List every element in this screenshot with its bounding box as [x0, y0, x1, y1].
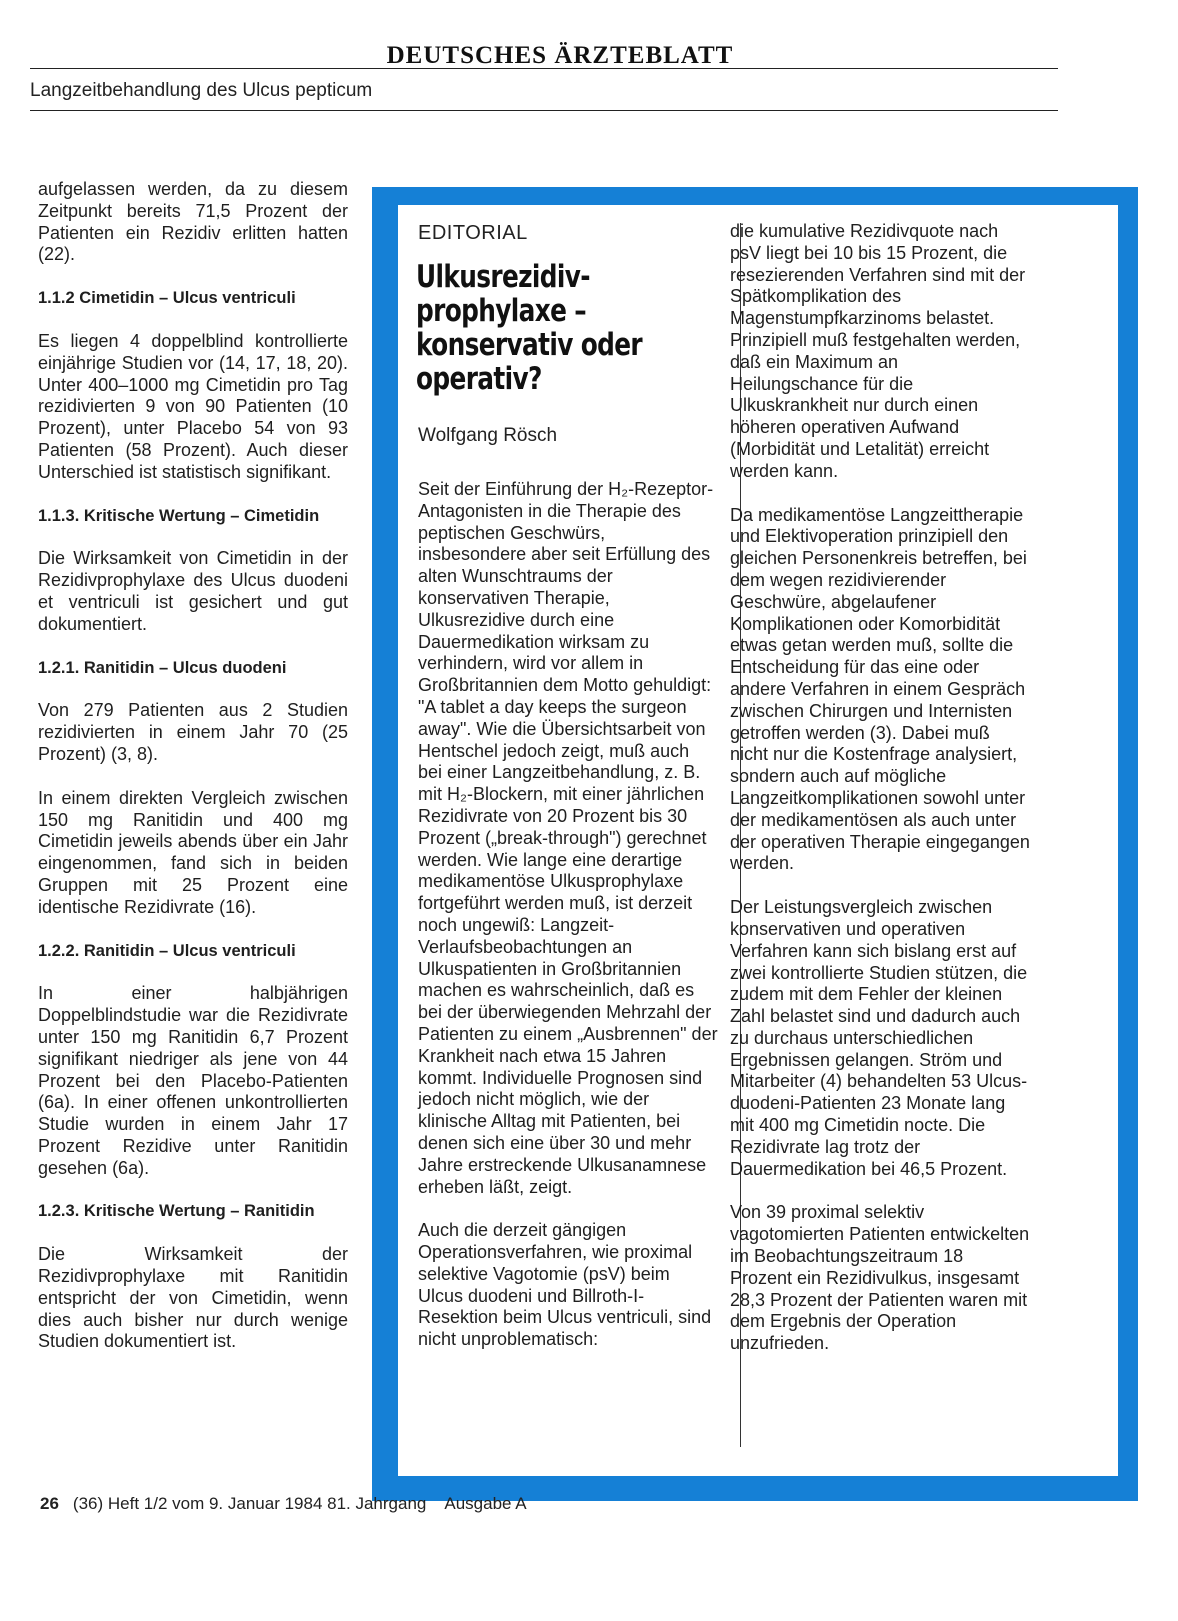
masthead: DEUTSCHES ÄRZTEBLATT	[386, 42, 734, 69]
editorial-column-2	[730, 221, 1030, 1377]
editorial-kicker: EDITORIAL	[418, 222, 528, 244]
section-paragraph: In einer halbjährigen Doppelblindstudie war die Rezidivrate unter 150 mg Ranitidin 6,7 Prozent signifikant niedriger als jene von 44 Prozent bei den Placebo-Patienten (6a). In einer offenen unkontrollierten Studie wurden in einem Jahr 17 Prozent Rezidive unter Ranitidin gesehen (6a).	[38, 983, 348, 1178]
page-footer	[40, 1494, 527, 1514]
editorial-title-line: prophylaxe –	[416, 293, 587, 329]
section-heading: 1.1.3. Kritische Wertung – Cimetidin	[38, 506, 320, 525]
editorial-title-line: konservativ oder	[416, 327, 642, 363]
editorial-paragraph: die kumulative Rezidivquote nach psV liegt bei 10 bis 15 Prozent, die resezierenden Verfahren sind mit der Spätkomplikation des Magenstumpfkarzinoms belastet. Prinzipiell muß festgehalten werden, daß ein Maximum an Heilungschance für die Ulkuskrankheit nur durch einen höheren operativen Aufwand (Morbidität und Letalität) erreicht werden kann.	[730, 221, 1026, 481]
header-rule-bottom	[30, 110, 1058, 111]
editorial-column-1	[418, 479, 718, 1373]
editorial-title-line: operativ?	[416, 361, 542, 397]
editorial-paragraph: Von 39 proximal selektiv vagotomierten Patienten entwickelten im Beobachtungszeitraum 18 Prozent ein Rezidivulkus, insgesamt 28,3 Prozent der Patienten waren mit dem Ergebnis der Operation unzufrieden.	[730, 1202, 1030, 1354]
issue-info: (36) Heft 1/2 vom 9. Januar 1984 81. Jahrgang	[72, 1494, 427, 1513]
editorial-author: Wolfgang Rösch	[418, 425, 558, 446]
section-paragraph: Von 279 Patienten aus 2 Studien rezidivierten in einem Jahr 70 (25 Prozent) (3, 8).	[38, 700, 348, 764]
section-heading: 1.2.2. Ranitidin – Ulcus ventriculi	[38, 941, 296, 960]
editorial-paragraph: Der Leistungsvergleich zwischen konservativen und operativen Verfahren kann sich bislang erst auf zwei kontrollierte Studien stützen, die zudem mit dem Fehler der kleinen Zahl belastet sind und dadurch auch zu durchaus unterschiedlichen Ergebnissen gelangen. Ström und Mitarbeiter (4) behandelten 53 Ulcus-duodeni-Patienten 23 Monate lang mit 400 mg Cimetidin nocte. Die Rezidivrate lag trotz der Dauermedikation bei 46,5 Prozent.	[730, 897, 1028, 1179]
page-number: 26	[40, 1494, 59, 1513]
section-heading: 1.2.1. Ranitidin – Ulcus duodeni	[38, 658, 287, 677]
left-intro-paragraph: aufgelassen werden, da zu diesem Zeitpunkt bereits 71,5 Prozent der Patienten ein Rezidiv erlitten hatten (22).	[38, 179, 348, 265]
section-paragraph: In einem direkten Vergleich zwischen 150 mg Ranitidin und 400 mg Cimetidin jeweils abends über ein Jahr eingenommen, fand sich in beiden Gruppen mit 25 Prozent eine identische Rezidivrate (16).	[38, 787, 348, 917]
section-paragraph: Die Wirksamkeit von Cimetidin in der Rezidivprophylaxe des Ulcus duodeni et ventriculi ist gesichert und gut dokumentiert.	[38, 548, 348, 634]
running-head: Langzeitbehandlung des Ulcus pepticum	[30, 80, 373, 101]
edition-label: Ausgabe A	[444, 1494, 527, 1513]
section-heading: 1.1.2 Cimetidin – Ulcus ventriculi	[38, 289, 296, 308]
section-paragraph: Die Wirksamkeit der Rezidivprophylaxe mit Ranitidin entspricht der von Cimetidin, wenn dies auch bisher nur durch wenige Studien dokumentiert ist.	[38, 1244, 348, 1352]
section-paragraph: Es liegen 4 doppelblind kontrollierte einjährige Studien vor (14, 17, 18, 20). Unter 400–1000 mg Cimetidin pro Tag rezidivierten 9 von 90 Patienten (10 Prozent), unter Placebo 54 von 93 Patienten (58 Prozent). Auch dieser Unterschied ist statistisch signifikant.	[38, 330, 348, 482]
editorial-paragraph: Seit der Einführung der H₂-Rezeptor-Antagonisten in die Therapie des peptischen Geschwürs, insbesondere aber seit Erfüllung des alten Wunschtraums der konservativen Therapie, Ulkusrezidive durch eine Dauermedikation wirksam zu verhindern, wird vor allem in Großbritannien dem Motto gehuldigt: "A tablet a day keeps the surgeon away". Wie die Übersichtsarbeit von Hentschel jedoch zeigt, muß auch bei einer Langzeitbehandlung, z. B. mit H₂-Blockern, mit einer jährlichen Rezidivrate von 20 Prozent bis 30 Prozent („break-through") gerechnet werden. Wie lange eine derartige medikamentöse Ulkusprophylaxe fortgeführt werden muß, ist derzeit noch ungewiß: Langzeit-Verlaufsbeobachtungen an Ulkuspatienten in Großbritannien machen es wahrscheinlich, daß es bei der überwiegenden Mehrzahl der Patienten zu einem „Ausbrennen" der Krankheit nach etwa 15 Jahren kommt. Individuelle Prognosen sind jedoch nicht möglich, wie der klinische Alltag mit Patienten, bei denen sich eine über 30 und mehr Jahre erstreckende Ulkusanamnese erheben läßt, zeigt.	[418, 479, 718, 1197]
editorial-title	[416, 260, 656, 396]
left-column	[38, 179, 348, 1375]
section-heading: 1.2.3. Kritische Wertung – Ranitidin	[38, 1202, 315, 1221]
editorial-title-line: Ulkusrezidiv-	[416, 259, 590, 295]
editorial-paragraph: Da medikamentöse Langzeittherapie und Elektivoperation prinzipiell den gleichen Personenkreis betreffen, bei dem wegen rezidivierender Geschwüre, abgelaufener Komplikationen oder Komorbidität etwas getan werden muß, sollte die Entscheidung für das eine oder andere Verfahren in einem Gespräch zwischen Chirurgen und Internisten getroffen werden (3). Dabei muß nicht nur die Kostenfrage analysiert, sondern auch auf mögliche Langzeitkomplikationen sowohl unter der medikamentösen als auch unter der operativen Therapie eingegangen werden.	[730, 504, 1030, 874]
editorial-paragraph: Auch die derzeit gängigen Operationsverfahren, wie proximal selektive Vagotomie (psV) beim Ulcus duodeni und Billroth-I-Resektion beim Ulcus ventriculi, sind nicht unproblematisch:	[418, 1220, 712, 1350]
header-rule-top	[30, 68, 1058, 69]
